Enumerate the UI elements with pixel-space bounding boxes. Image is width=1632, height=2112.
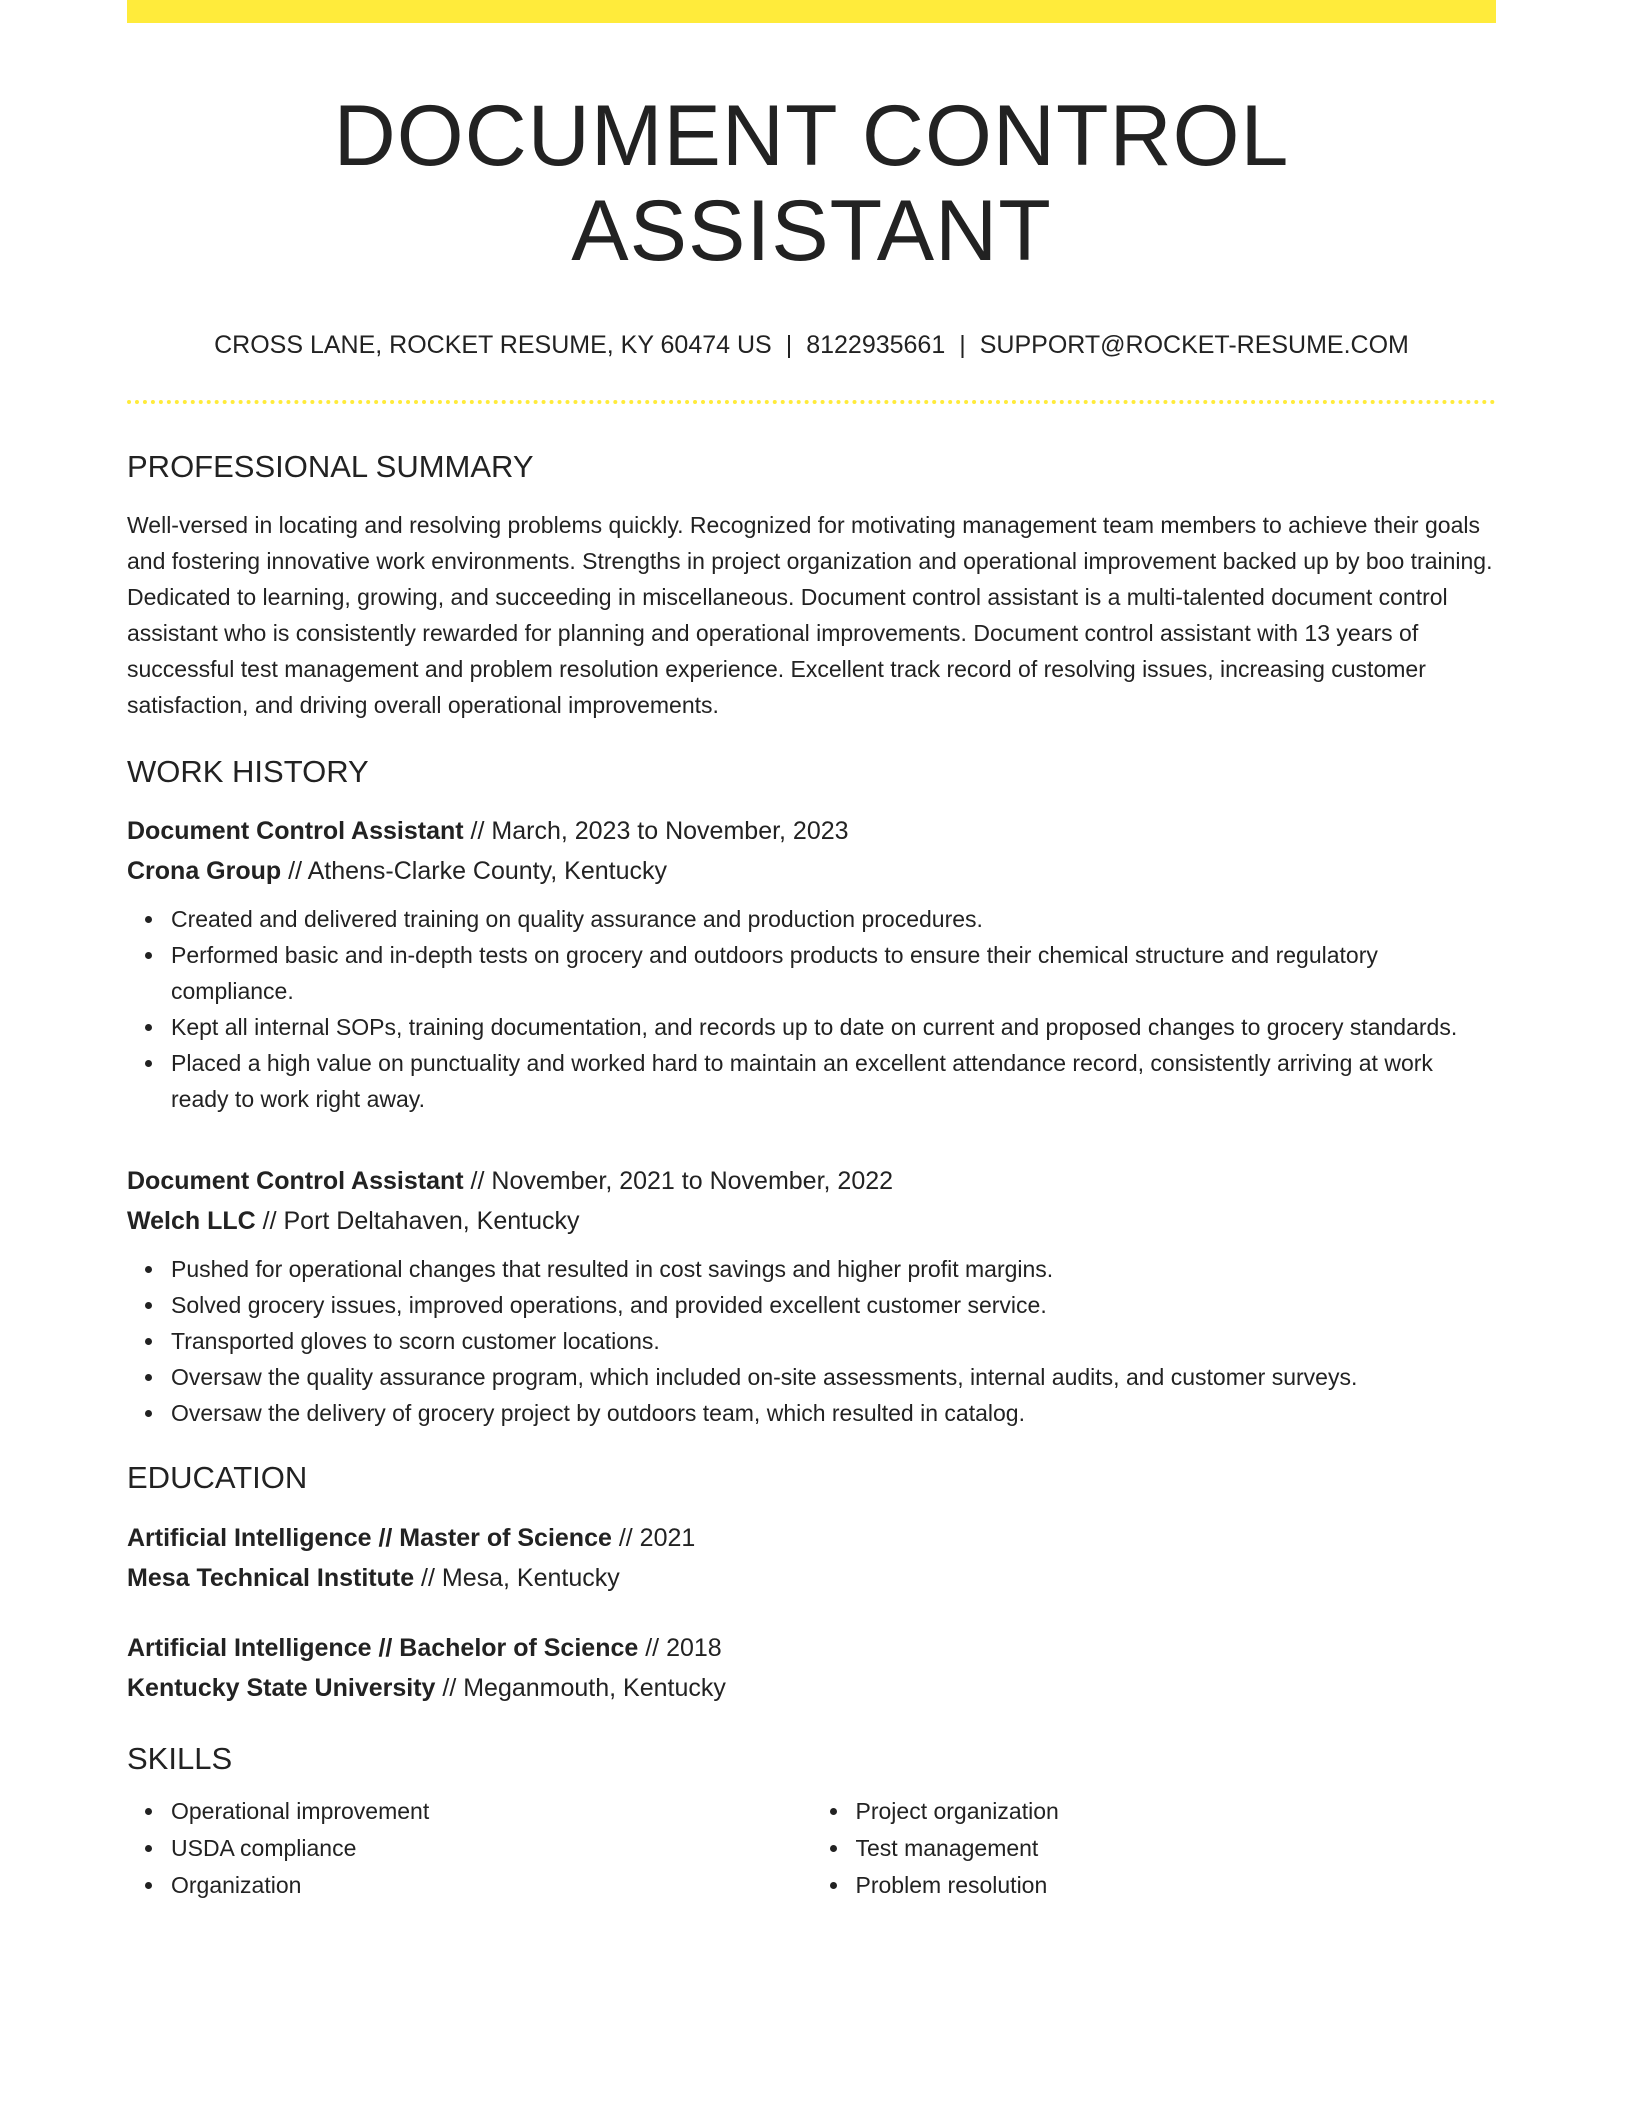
degree: Artificial Intelligence // Bachelor of Science bbox=[127, 1633, 639, 1662]
separator: | bbox=[959, 331, 966, 360]
education-list bbox=[127, 1518, 1496, 1708]
degree: Artificial Intelligence // Master of Science bbox=[127, 1523, 612, 1552]
job-company-line bbox=[127, 1201, 1496, 1241]
resume-page bbox=[127, 0, 1496, 1904]
skill-item: Operational improvement bbox=[171, 1793, 812, 1830]
skill-item: Project organization bbox=[856, 1793, 1497, 1830]
job-dates: // March, 2023 to November, 2023 bbox=[463, 816, 849, 845]
job-entry bbox=[127, 811, 1496, 1117]
summary-text: Well-versed in locating and resolving problems quickly. Recognized for motivating management team members to achieve their goals and fostering innovative work environments. Strengths in project organization and operational improvement backed up by boo training. Dedicated to learning, growing, and succeeding in miscellaneous. Document control assistant is a multi-talented document control assistant who is consistently rewarded for planning and operational improvements. Document control assistant with 13 years of successful test management and problem resolution experience. Excellent track record of resolving issues, increasing customer satisfaction, and driving overall operational improvements. bbox=[127, 512, 1493, 719]
list-item: Created and delivered training on quality assurance and production procedures. bbox=[171, 901, 1496, 937]
job-role: Document Control Assistant bbox=[127, 816, 464, 845]
address: CROSS LANE, ROCKET RESUME, KY 60474 US bbox=[214, 331, 772, 360]
contact-line bbox=[127, 330, 1496, 360]
degree-line bbox=[127, 1628, 1496, 1668]
skill-item: Test management bbox=[856, 1830, 1497, 1867]
page-title: DOCUMENT CONTROL ASSISTANT bbox=[333, 88, 1290, 279]
job-company-line bbox=[127, 851, 1496, 891]
education-heading: EDUCATION bbox=[127, 1459, 308, 1495]
school: Mesa Technical Institute bbox=[127, 1563, 415, 1592]
list-item: Performed basic and in-depth tests on grocery and outdoors products to ensure their chemical structure and regulatory compliance. bbox=[171, 937, 1496, 1009]
school-location: // Mesa, Kentucky bbox=[414, 1563, 620, 1592]
list-item: Placed a high value on punctuality and worked hard to maintain an excellent attendance record, consistently arriving at work ready to work right away. bbox=[171, 1045, 1496, 1117]
job-company: Welch LLC bbox=[127, 1206, 256, 1235]
job-role: Document Control Assistant bbox=[127, 1166, 464, 1195]
skill-item: Organization bbox=[171, 1867, 812, 1904]
school-location: // Meganmouth, Kentucky bbox=[435, 1673, 726, 1702]
job-duties bbox=[127, 1251, 1496, 1431]
skill-item: USDA compliance bbox=[171, 1830, 812, 1867]
phone: 8122935661 bbox=[806, 331, 946, 360]
list-item: Solved grocery issues, improved operations, and provided excellent customer service. bbox=[171, 1287, 1496, 1323]
skills-column-left bbox=[127, 1793, 812, 1904]
education-entry bbox=[127, 1518, 1496, 1598]
list-item: Kept all internal SOPs, training documentation, and records up to date on current and proposed changes to grocery standards. bbox=[171, 1009, 1496, 1045]
list-item: Pushed for operational changes that resulted in cost savings and higher profit margins. bbox=[171, 1251, 1496, 1287]
job-location: // Port Deltahaven, Kentucky bbox=[255, 1206, 580, 1235]
work-history-heading: WORK HISTORY bbox=[127, 754, 369, 790]
job-duties bbox=[127, 901, 1496, 1117]
degree-line bbox=[127, 1518, 1496, 1558]
job-company: Crona Group bbox=[127, 856, 282, 885]
email: SUPPORT@ROCKET-RESUME.COM bbox=[979, 331, 1409, 360]
job-title-line bbox=[127, 811, 1496, 851]
school: Kentucky State University bbox=[127, 1673, 436, 1702]
separator: | bbox=[785, 331, 793, 360]
school-line bbox=[127, 1668, 1496, 1708]
job-title-line bbox=[127, 1161, 1496, 1201]
summary-heading: PROFESSIONAL SUMMARY bbox=[127, 449, 534, 485]
school-line bbox=[127, 1558, 1496, 1598]
job-location: // Athens-Clarke County, Kentucky bbox=[281, 856, 667, 885]
skill-item: Problem resolution bbox=[856, 1867, 1497, 1904]
job-entry bbox=[127, 1161, 1496, 1431]
education-entry bbox=[127, 1628, 1496, 1708]
divider bbox=[127, 400, 1496, 404]
list-item: Oversaw the quality assurance program, which included on-site assessments, internal audits, and customer surveys. bbox=[171, 1359, 1496, 1395]
graduation-year: // 2021 bbox=[611, 1523, 696, 1552]
accent-bar bbox=[127, 0, 1496, 23]
job-dates: // November, 2021 to November, 2022 bbox=[463, 1166, 894, 1195]
list-item: Transported gloves to scorn customer locations. bbox=[171, 1323, 1496, 1359]
list-item: Oversaw the delivery of grocery project by outdoors team, which resulted in catalog. bbox=[171, 1395, 1496, 1431]
skills-column-right bbox=[812, 1793, 1497, 1904]
skills-grid bbox=[127, 1793, 1496, 1904]
graduation-year: // 2018 bbox=[638, 1633, 722, 1662]
skills-heading: SKILLS bbox=[127, 1740, 233, 1776]
